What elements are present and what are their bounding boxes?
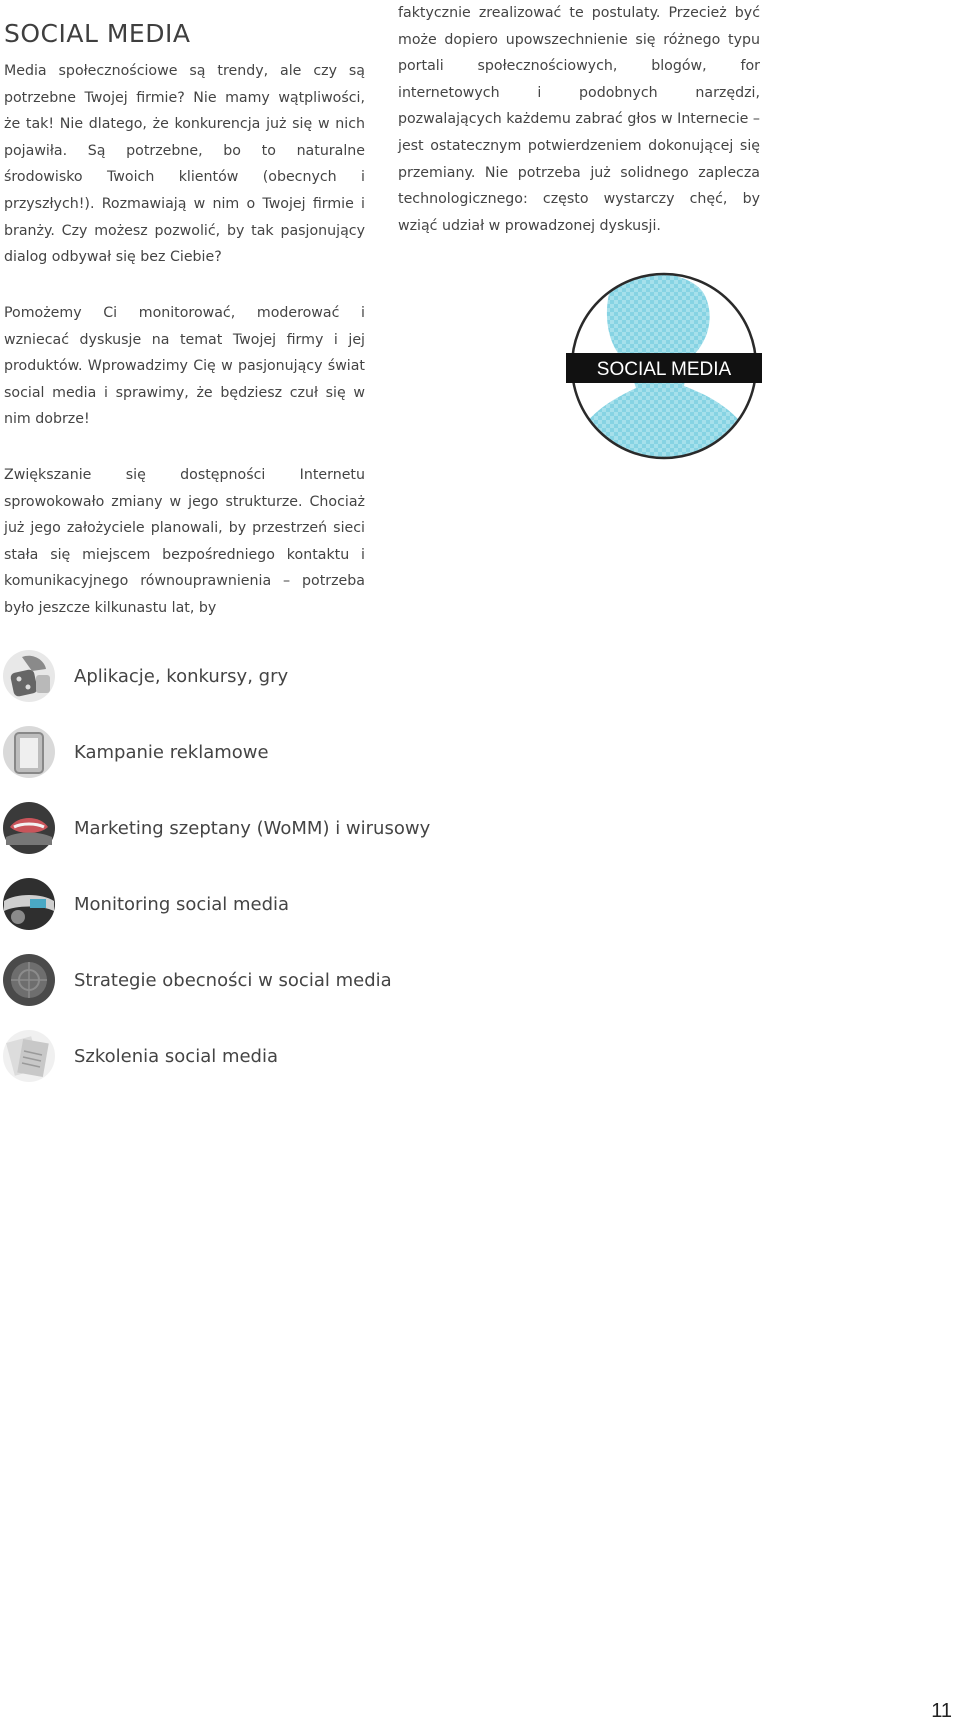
service-label: Kampanie reklamowe	[74, 741, 269, 763]
service-item-womm	[2, 800, 602, 856]
service-item-apps	[2, 648, 602, 704]
service-label: Marketing szeptany (WoMM) i wirusowy	[74, 817, 431, 839]
page-number: 11	[931, 1700, 952, 1722]
logo-label: SOCIAL MEDIA	[596, 359, 732, 380]
service-label: Aplikacje, konkursy, gry	[74, 665, 289, 687]
monitoring-icon	[2, 877, 56, 931]
service-label: Szkolenia social media	[74, 1045, 279, 1067]
mouth-icon	[2, 801, 56, 855]
internet-paragraph: Zwiększanie się dostępności Internetu sprowokowało zmiany w jego strukturze. Chociaż już jego założyciele planowali, by przestrzeń sieci stała się miejscem bezpośredniego kontaktu i komunikacyjnego równouprawnienia – potrzeba było jeszcze kilkunastu lat, by	[4, 467, 365, 616]
billboard-icon	[2, 725, 56, 779]
page-title: SOCIAL MEDIA	[4, 18, 191, 48]
service-label: Monitoring social media	[74, 893, 290, 915]
offer-paragraph: Pomożemy Ci monitorować, moderować i wzniecać dyskusje na temat Twojej firmy i jej produktów. Wprowadzimy Cię w pasjonujący świat social media i sprawimy, że będziesz czuł się w nim dobrze!	[4, 305, 365, 428]
service-item-strategy	[2, 952, 602, 1008]
globe-icon	[2, 953, 56, 1007]
service-label: Strategie obecności w social media	[74, 969, 392, 991]
continuation-paragraph: faktycznie zrealizować te postulaty. Przecież być może dopiero upowszechnienie się różnego typu portali społecznościowych, blogów, for internetowych i podobnych narzędzi, pozwalających każdemu zabrać głos w Internecie – jest ostatecznym potwierdzeniem dokonującej się przemiany. Nie potrzeba już solidnego zaplecza technologicznego: często wystarczy chęć, by wziąć udział w prowadzonej dyskusji.	[398, 5, 760, 234]
dice-icon	[2, 649, 56, 703]
service-item-training	[2, 1028, 602, 1084]
service-item-campaigns	[2, 724, 602, 780]
papers-icon	[2, 1029, 56, 1083]
social-media-logo	[566, 268, 762, 464]
service-item-monitoring	[2, 876, 602, 932]
intro-paragraph: Media społecznościowe są trendy, ale czy są potrzebne Twojej firmie? Nie mamy wątpliwości, że tak! Nie dlatego, że konkurencja już się w nich pojawiła. Są potrzebne, bo to naturalne środowisko Twoich klientów (obecnych i przyszłych!). Rozmawiają w nim o Twojej firmie i branży. Czy możesz pozwolić, by tak pasjonujący dialog odbywał się bez Ciebie?	[4, 63, 365, 266]
